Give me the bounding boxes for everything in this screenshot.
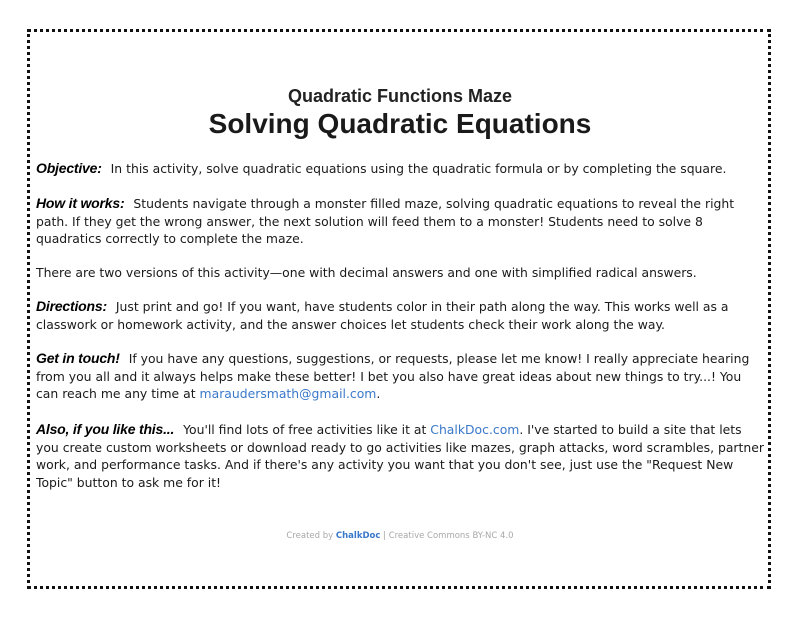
also-paragraph <box>36 421 766 491</box>
email-link[interactable]: maraudersmath@gmail.com <box>199 386 377 401</box>
get-in-touch-text: If you have any questions, suggestions, or requests, please let me know! I really appreciate hearing from you all and it always helps make these better! I bet you also have great ideas about new things to try...! You can reach me any time at <box>36 351 750 401</box>
footer-brand-link[interactable]: ChalkDoc <box>335 531 381 541</box>
get-in-touch-label: Get in touch! <box>36 350 120 366</box>
get-in-touch-end: . <box>376 386 381 401</box>
page-title: Solving Quadratic Equations <box>208 108 592 139</box>
footer-credit <box>0 531 800 541</box>
objective-label: Objective: <box>36 160 102 176</box>
versions-text: There are two versions of this activity—one with decimal answers and one with simplified radical answers. <box>36 265 697 280</box>
also-text-before: You'll find lots of free activities like it at <box>183 422 427 437</box>
page-subtitle: Quadratic Functions Maze <box>287 86 513 106</box>
objective-paragraph <box>36 160 766 178</box>
directions-text: Just print and go! If you want, have students color in their path along the way. This works well as a classwork or homework activity, and the answer choices let students check their work along the way. <box>36 299 729 332</box>
versions-paragraph <box>36 264 766 282</box>
chalkdoc-site-link[interactable]: ChalkDoc.com <box>430 422 520 437</box>
how-it-works-paragraph <box>36 195 766 248</box>
directions-label: Directions: <box>36 298 107 314</box>
objective-text: In this activity, solve quadratic equations using the quadratic formula or by completing the square. <box>110 161 727 176</box>
footer-prefix: Created by <box>286 531 334 541</box>
also-text-after: . I've started to build a site that lets you create custom worksheets or download ready to go activities like mazes, graph attacks, word scrambles, partner work, and performance tasks. And if there's any activity you want that you don't see, just use the "Request New Topic" button to ask me for it! <box>36 422 764 490</box>
also-label: Also, if you like this... <box>36 421 175 437</box>
how-it-works-label: How it works: <box>36 195 125 211</box>
how-it-works-text: Students navigate through a monster filled maze, solving quadratic equations to reveal the right path. If they get the wrong answer, the next solution will feed them to a monster! Students need to solve 8 quadratics correctly to complete the maze. <box>36 196 735 246</box>
get-in-touch-paragraph <box>36 350 766 403</box>
directions-paragraph <box>36 298 766 333</box>
footer-license: | Creative Commons BY-NC 4.0 <box>383 531 514 541</box>
